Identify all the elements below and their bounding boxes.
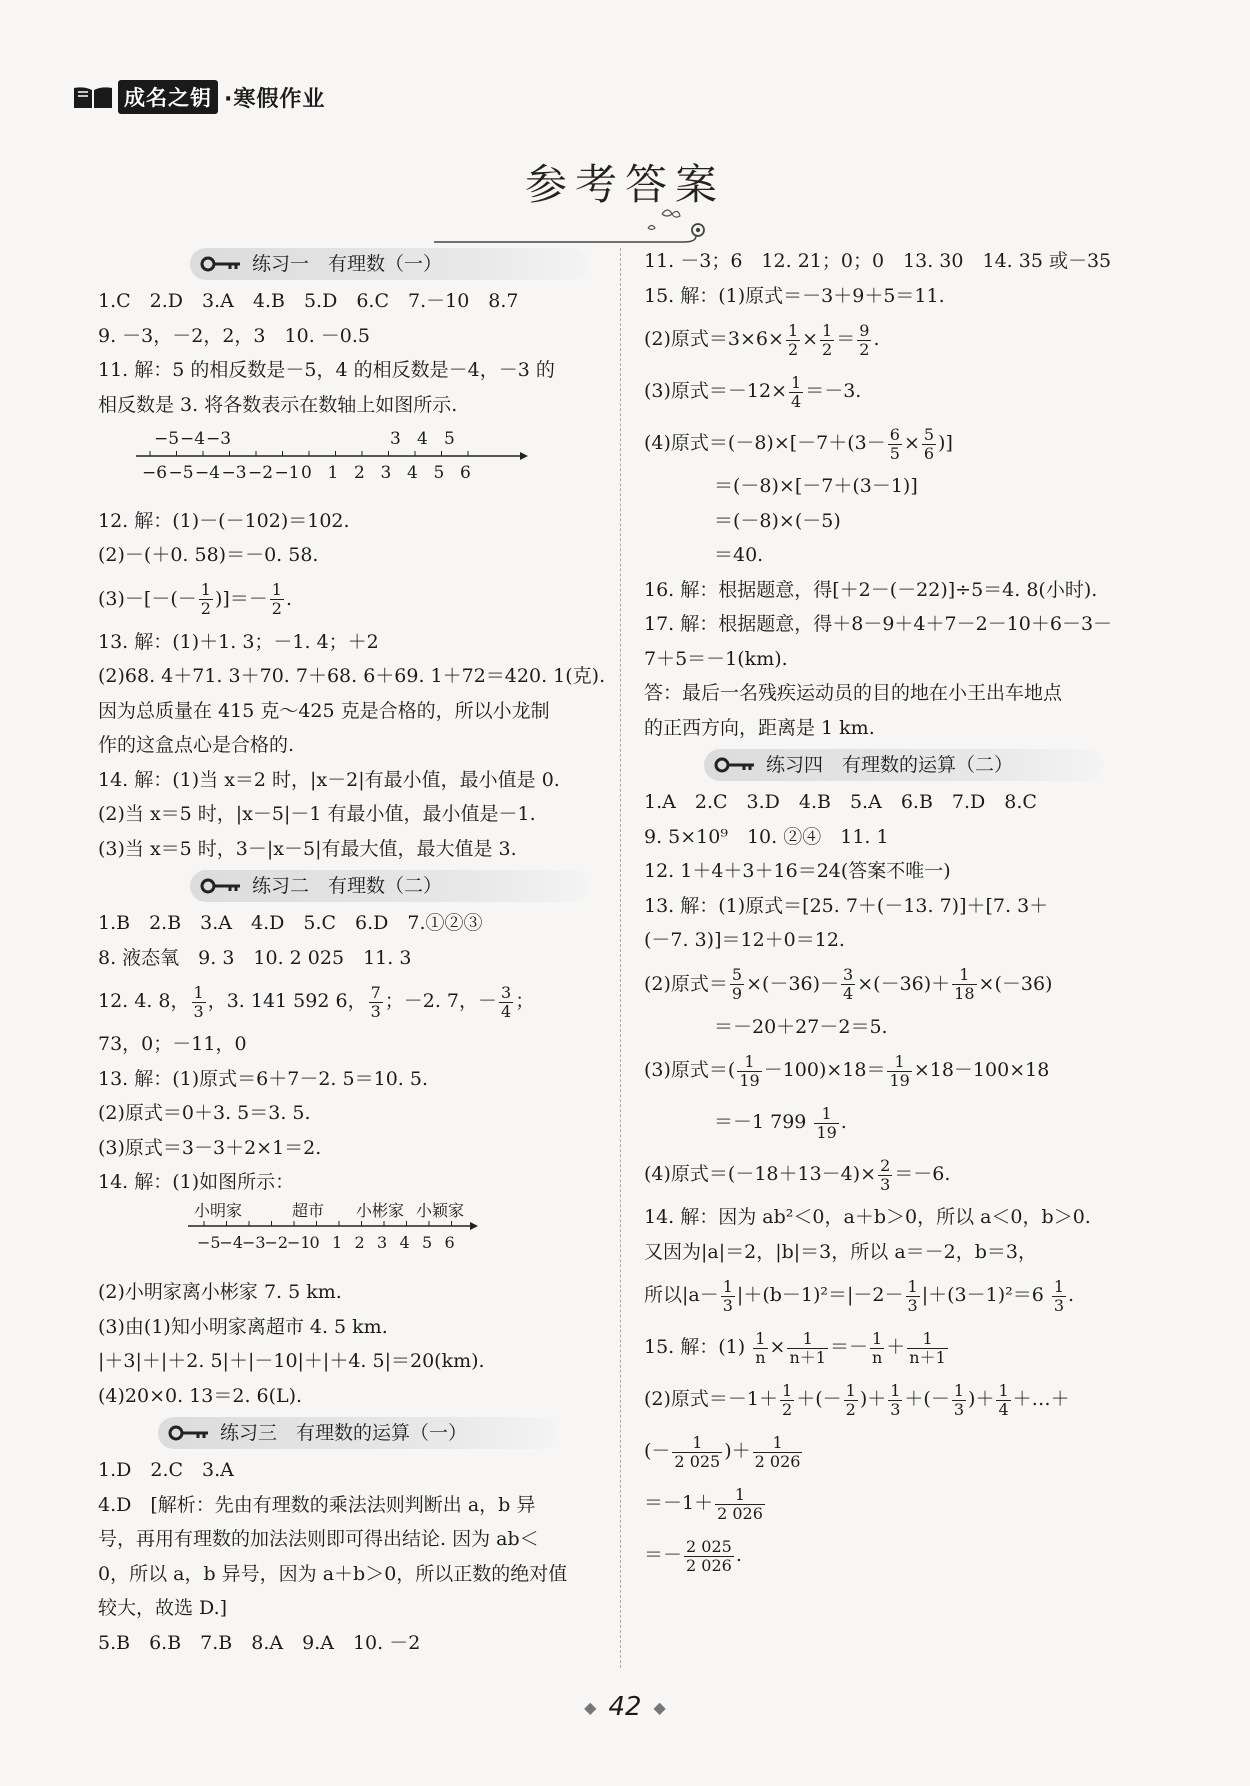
text-line: (3)由(1)知小明家离超市 4. 5 km. <box>98 1315 388 1338</box>
fraction: $\frac{1}{4}$ <box>998 1380 1009 1419</box>
text-line: (3)原式＝( $\frac{1}{19}$ －100)×18＝ $\frac{1}{19}$ ×18－100×18 <box>644 1051 1050 1090</box>
text-line: 7＋5＝－1(km). <box>644 647 788 670</box>
text-line: ＝－1 799 $\frac{1}{19}$ . <box>714 1103 847 1142</box>
tick-label: −2 <box>264 1232 289 1252</box>
number-line-figure <box>136 428 556 488</box>
fraction: $\frac{1}{2}$ <box>271 580 282 618</box>
text-line: 12. 4. 8， $\frac{1}{3}$ ，3. 141 592 6， $\frac{7}{3}$ ；－2. 7，－ $\frac{3}{4}$ ； <box>98 982 535 1021</box>
fraction: $\frac{1}{2 026}$ <box>754 1432 801 1471</box>
fraction: $\frac{1}{19}$ <box>739 1051 760 1090</box>
fraction: $\frac{1}{3}$ <box>722 1276 733 1315</box>
fraction: $\frac{3}{4}$ <box>843 965 854 1003</box>
text-line: (2)原式＝0＋3. 5＝3. 5. <box>98 1102 311 1124</box>
map-label: 小明家 <box>194 1200 243 1220</box>
text-line: (2)68. 4＋71. 3＋70. 7＋68. 6＋69. 1＋72＝420. 1(克). <box>98 665 606 687</box>
brand-name: 成名之钥 <box>118 80 218 114</box>
text-line: 13. 解：(1)原式＝[25. 7＋(－13. 7)]＋[7. 3＋ <box>644 894 1049 917</box>
text-line: 12. 1＋4＋3＋16＝24(答案不唯一) <box>644 860 951 882</box>
text-line: 因为总质量在 415 克～425 克是合格的，所以小龙制 <box>98 699 550 722</box>
fraction: $\frac{1}{n+1}$ <box>789 1328 826 1367</box>
fraction: $\frac{1}{3}$ <box>1053 1276 1065 1315</box>
key-icon <box>200 256 242 272</box>
text-line: (3)原式＝－12× $\frac{1}{4}$ ＝－3. <box>644 372 862 411</box>
text-line: 所以|a－ $\frac{1}{3}$ |＋(b－1)²＝|－2－ $\frac{1}{3}$ |＋(3－1)²＝6 $\frac{1}{3}$ . <box>644 1276 1075 1315</box>
section-header-4 <box>704 749 1104 781</box>
fraction: $\frac{1}{3}$ <box>193 982 204 1021</box>
map-label: 小颖家 <box>416 1200 465 1220</box>
fraction: $\frac{1}{19}$ <box>889 1051 910 1090</box>
text-line: 的正西方向，距离是 1 km. <box>644 716 875 739</box>
fraction: $\frac{1}{2 025}$ <box>674 1432 721 1471</box>
text-line: 15. 解：(1) $\frac{1}{n}$ × $\frac{1}{n+1}$ ＝－ $\frac{1}{n}$ ＋ $\frac{1}{n+1}$ <box>644 1328 946 1367</box>
map-label: 超市 <box>292 1200 325 1220</box>
section-title: 练习三 有理数的运算（一） <box>220 1421 468 1444</box>
tick-label: 2 <box>354 1232 365 1252</box>
title-underline-decoration <box>434 206 814 246</box>
tick-label: 2 <box>354 463 365 483</box>
text-line: 1.C 2.D 3.A 4.B 5.D 6.C 7.－10 8.7 <box>98 290 519 312</box>
text-line: 15. 解：(1)原式＝－3＋9＋5＝11. <box>644 284 945 307</box>
fraction: $\frac{7}{3}$ <box>370 982 381 1021</box>
tick-label: 3 <box>377 1232 388 1252</box>
section-title: 练习一 有理数（一） <box>252 252 443 275</box>
number-line-top-label: −3 <box>206 429 232 449</box>
text-line: ＝－ $\frac{2 025}{2 026}$ . <box>644 1536 742 1575</box>
tick-label: −3 <box>242 1232 266 1252</box>
text-line: 0，所以 a，b 异号，因为 a＋b＞0，所以正数的绝对值 <box>98 1562 568 1585</box>
text-line: 1.D 2.C 3.A <box>98 1459 234 1481</box>
text-line: ＝－20＋27－2＝5. <box>714 1015 888 1038</box>
text-line: (2)原式＝－1＋ $\frac{1}{2}$ ＋(－ $\frac{1}{2}$ )＋ $\frac{1}{3}$ ＋(－ $\frac{1}{3}$ )＋ $\frac{1}{4}$ ＋…＋ <box>644 1380 1070 1419</box>
number-line-top-label: −4 <box>180 429 206 449</box>
text-line: 答：最后一名残疾运动员的目的地在小王出车地点 <box>644 682 1063 704</box>
text-line: (2)小明家离小彬家 7. 5 km. <box>98 1281 342 1303</box>
page-title: 参考答案 <box>524 160 725 209</box>
text-line: 4.D [解析：先由有理数的乘法法则判断出 a，b 异 <box>98 1493 536 1516</box>
text-line: 作的这盒点心是合格的. <box>98 734 295 756</box>
column-divider <box>620 248 621 1668</box>
text-line: 1.A 2.C 3.D 4.B 5.A 6.B 7.D 8.C <box>644 791 1037 813</box>
tick-label: −1 <box>274 463 300 483</box>
tick-label: −2 <box>248 463 274 483</box>
text-line: ＝40. <box>714 544 764 566</box>
tick-label: −3 <box>221 463 247 483</box>
header <box>72 82 325 112</box>
tick-label: 6 <box>444 1232 455 1252</box>
series-name: ·寒假作业 <box>224 86 326 112</box>
number-line-top-label: 4 <box>417 429 428 449</box>
number-line-top-label: 3 <box>390 429 401 449</box>
key-icon <box>200 878 242 894</box>
fraction: $\frac{5}{6}$ <box>923 424 935 463</box>
text-line: (－7. 3)]＝12＋0＝12. <box>644 929 845 951</box>
text-line: 相反数是 3. 将各数表示在数轴上如图所示. <box>98 393 458 416</box>
map-label: 小彬家 <box>356 1200 405 1220</box>
text-line: (－ $\frac{1}{2 025}$ )＋ $\frac{1}{2 026}$ <box>644 1432 801 1471</box>
tick-label: −4 <box>195 463 221 483</box>
text-line: 8. 液态氧 9. 3 10. 2 025 11. 3 <box>98 946 412 969</box>
text-line: (2)－(＋0. 58)＝－0. 58. <box>98 544 319 566</box>
text-line: 又因为|a|＝2，|b|＝3，所以 a＝－2，b＝3， <box>644 1240 1037 1263</box>
fraction: $\frac{1}{4}$ <box>791 372 802 411</box>
diamond-icon: ◆ <box>653 1698 666 1717</box>
fraction: $\frac{9}{2}$ <box>859 320 870 359</box>
section-title: 练习二 有理数（二） <box>252 874 443 897</box>
text-line: 9. 5×10⁹ 10. ②④ 11. 1 <box>644 825 889 848</box>
diamond-icon: ◆ <box>584 1698 597 1717</box>
text-line: 73，0；－11，0 <box>98 1033 247 1055</box>
key-icon <box>168 1425 210 1441</box>
right-column <box>644 244 1154 1581</box>
section-title: 练习四 有理数的运算（二） <box>766 753 1014 776</box>
tick-label: 3 <box>380 463 392 483</box>
key-icon <box>714 757 756 773</box>
tick-label: 1 <box>332 1232 343 1252</box>
text-line: 13. 解：(1)原式＝6＋7－2. 5＝10. 5. <box>98 1067 428 1090</box>
text-line: 14. 解：(1)如图所示： <box>98 1171 295 1193</box>
location-number-line-figure <box>188 1200 488 1264</box>
text-line: (4)20×0. 13＝2. 6(L). <box>98 1384 303 1407</box>
fraction: $\frac{1}{n}$ <box>871 1328 883 1367</box>
tick-label: 0 <box>309 1232 320 1252</box>
tick-label: −5 <box>168 463 194 483</box>
text-line: (2)原式＝ $\frac{5}{9}$ ×(－36)－ $\frac{3}{4}$ ×(－36)＋ $\frac{1}{18}$ ×(－36) <box>644 965 1053 1003</box>
page-number: ◆ 42 ◆ <box>584 1692 666 1722</box>
text-line: (4)原式＝(－18＋13－4)× $\frac{2}{3}$ ＝－6. <box>644 1155 951 1194</box>
fraction: $\frac{5}{9}$ <box>731 965 743 1003</box>
text-line: (3)－[－(－ $\frac{1}{2}$ )]＝－ $\frac{1}{2}$ . <box>98 580 292 618</box>
text-line: ＝－1＋ $\frac{1}{2 026}$ <box>644 1484 763 1523</box>
text-line: (4)原式＝(－8)×[－7＋(3－ $\frac{6}{5}$ × $\frac{5}{6}$ )] <box>644 424 953 463</box>
text-line: (2)原式＝3×6× $\frac{1}{2}$ × $\frac{1}{2}$ ＝ $\frac{9}{2}$ . <box>644 320 880 359</box>
section-header-2 <box>190 870 590 902</box>
fraction: $\frac{1}{3}$ <box>907 1276 918 1315</box>
text-line: 较大，故选 D.] <box>98 1597 228 1619</box>
tick-label: 4 <box>407 463 418 483</box>
fraction: $\frac{3}{4}$ <box>501 982 512 1021</box>
fraction: $\frac{1}{2}$ <box>822 320 833 359</box>
section-header-1 <box>190 248 590 280</box>
fraction: $\frac{1}{3}$ <box>890 1380 901 1419</box>
text-line: 1.B 2.B 3.A 4.D 5.C 6.D 7.①②③ <box>98 912 483 934</box>
text-line: (2)当 x＝5 时，|x－5|－1 有最小值，最小值是－1. <box>98 803 536 825</box>
fraction: $\frac{1}{2}$ <box>782 1380 793 1419</box>
number-line-top-label: −5 <box>154 429 180 449</box>
text-line: 5.B 6.B 7.B 8.A 9.A 10. －2 <box>98 1631 421 1654</box>
fraction: $\frac{1}{n}$ <box>755 1328 766 1367</box>
fraction: $\frac{1}{19}$ <box>816 1103 837 1142</box>
text-line: |＋3|＋|＋2. 5|＋|－10|＋|＋4. 5|＝20(km). <box>98 1350 485 1372</box>
left-column <box>98 244 606 1660</box>
tick-label: 0 <box>301 463 312 483</box>
text-line: 14. 解：因为 ab²＜0，a＋b＞0，所以 a＜0，b＞0. <box>644 1206 1091 1228</box>
fraction: $\frac{2 025}{2 026}$ <box>686 1536 732 1575</box>
tick-label: 5 <box>422 1232 433 1252</box>
number-line-top-label: 5 <box>444 429 455 449</box>
text-line: (3)原式＝3－3＋2×1＝2. <box>98 1136 322 1159</box>
fraction: $\frac{1}{2}$ <box>845 1380 856 1419</box>
tick-label: 1 <box>327 463 339 483</box>
text-line: 16. 解：根据题意，得[＋2－(－22)]÷5＝4. 8(小时). <box>644 578 1098 601</box>
fraction: $\frac{2}{3}$ <box>880 1155 891 1194</box>
text-line: (3)当 x＝5 时，3－|x－5|有最大值，最大值是 3. <box>98 837 517 860</box>
text-line: ＝(－8)×[－7＋(3－1)] <box>714 475 918 497</box>
text-line: 号，再用有理数的加法法则即可得出结论. 因为 ab＜ <box>98 1528 539 1550</box>
fraction: $\frac{6}{5}$ <box>889 424 900 463</box>
book-logo-icon <box>72 84 116 110</box>
text-line: 17. 解：根据题意，得＋8－9＋4＋7－2－10＋6－3－ <box>644 613 1113 635</box>
fraction: $\frac{1}{2 026}$ <box>717 1484 763 1523</box>
tick-label: −6 <box>142 463 168 483</box>
text-line: 12. 解：(1)－(－102)＝102. <box>98 509 350 532</box>
text-line: 13. 解：(1)＋1. 3；－1. 4；＋2 <box>98 630 379 653</box>
text-line: ＝(－8)×(－5) <box>714 509 841 532</box>
text-line: 11. 解：5 的相反数是－5，4 的相反数是－4，－3 的 <box>98 359 555 381</box>
tick-label: −1 <box>287 1232 311 1252</box>
text-line: 11. －3；6 12. 21；0；0 13. 30 14. 35 或－35 <box>644 250 1112 272</box>
fraction: $\frac{1}{2}$ <box>787 320 799 359</box>
tick-label: −5 <box>197 1232 221 1252</box>
tick-label: 5 <box>433 463 445 483</box>
tick-label: 6 <box>460 463 471 483</box>
text-line: 14. 解：(1)当 x＝2 时，|x－2|有最小值，最小值是 0. <box>98 768 560 791</box>
tick-label: −4 <box>219 1232 244 1252</box>
fraction: $\frac{1}{18}$ <box>954 965 975 1003</box>
fraction: $\frac{1}{2}$ <box>200 580 211 618</box>
tick-label: 4 <box>399 1232 410 1252</box>
text-line: 9. －3，－2，2，3 10. －0.5 <box>98 324 370 347</box>
fraction: $\frac{1}{n+1}$ <box>909 1328 946 1367</box>
section-header-3 <box>158 1417 558 1449</box>
fraction: $\frac{1}{3}$ <box>953 1380 965 1419</box>
